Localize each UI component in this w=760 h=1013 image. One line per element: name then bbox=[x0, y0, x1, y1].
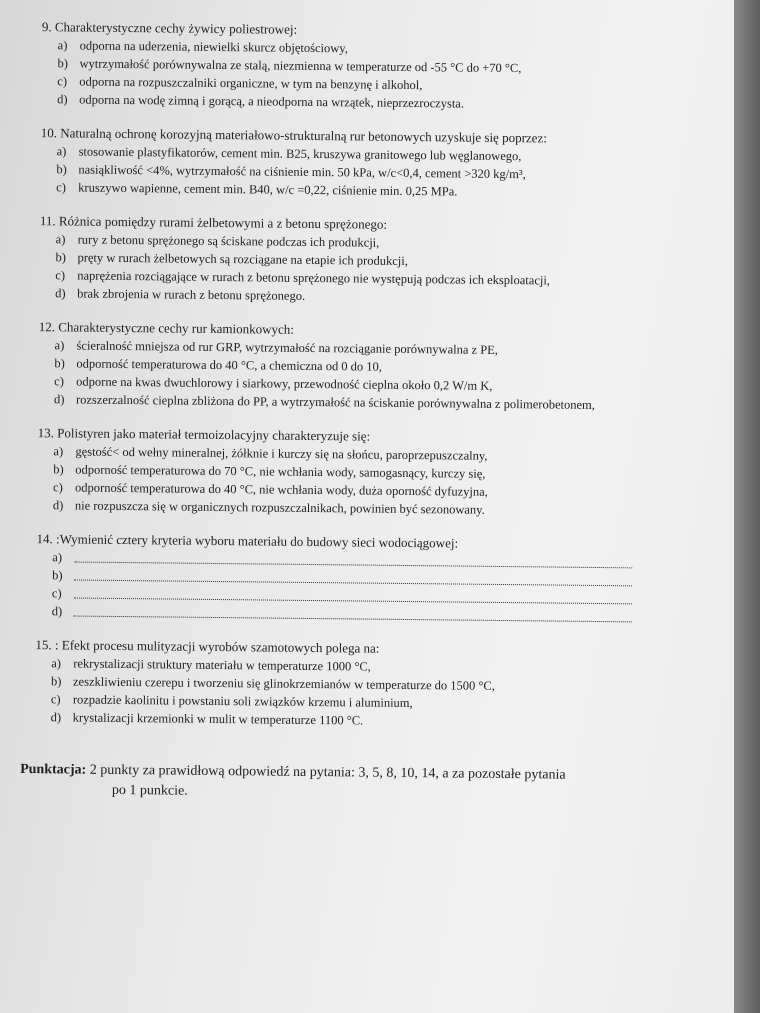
option-letter: b) bbox=[56, 162, 67, 177]
page-edge-shadow bbox=[734, 0, 760, 1013]
question-14-title: 14. :Wymienić cztery kryteria wyboru materiału do budowy sieci wodociągowej: bbox=[36, 531, 459, 551]
option-text: odporność temperaturowa do 40 °C, nie wchłania wody, duża oporność dyfuzyjna, bbox=[75, 480, 488, 499]
option-text: rozszerzalność cieplna zbliżona do PP, a wytrzymałość na ściskanie porównywalna z polimerobetonem, bbox=[75, 392, 595, 412]
option-text: rury z betonu sprężonego są ściskane podczas ich produkcji, bbox=[77, 232, 380, 250]
question bbox=[25, 212, 716, 309]
option-letter: d) bbox=[52, 498, 64, 513]
option-letter: b) bbox=[54, 356, 65, 371]
option-letter: a) bbox=[56, 144, 67, 159]
option-text: nie rozpuszcza się w organicznych rozpuszczalnikach, powinien być sezonowany. bbox=[74, 498, 485, 517]
option-letter: b) bbox=[55, 250, 66, 265]
question-title: 13. Polistyren jako materiał termoizolacyjny charakteryzuje się: bbox=[37, 425, 371, 444]
option-text: stosowanie plastyfikatorów, cement min. B25, kruszywa granitowego lub węglanowego, bbox=[78, 144, 522, 164]
question bbox=[27, 18, 718, 115]
scoring-text: 2 punkty za prawidłową odpowiedź na pytania: 3, 5, 8, 10, 14, a za pozostałe pytania bbox=[86, 762, 566, 783]
option-letter: b) bbox=[50, 674, 62, 689]
scoring-note bbox=[20, 760, 710, 807]
option-letter: a) bbox=[55, 232, 66, 247]
option-text: odporność temperaturowa do 70 °C, nie wchłania wody, samogasnący, kurczy się, bbox=[75, 462, 486, 481]
question bbox=[23, 424, 714, 521]
option-letter: a) bbox=[51, 656, 62, 671]
question bbox=[24, 318, 715, 415]
option-letter: d) bbox=[50, 710, 62, 725]
option-letter: d) bbox=[53, 392, 65, 407]
option-letter: d) bbox=[55, 286, 66, 301]
option-letter: c) bbox=[56, 180, 67, 195]
option-letter: d) bbox=[51, 604, 63, 619]
question bbox=[26, 124, 717, 203]
option-text: odporna na wodę zimną i gorącą, a nieodporna na wrzątek, nieprzezroczysta. bbox=[79, 92, 465, 111]
option-text: rekrystalizacji struktury materiału w temperaturze 1000 °C, bbox=[73, 656, 371, 674]
scoring-text-continued: po 1 punkcie. bbox=[111, 782, 188, 799]
option-letter: d) bbox=[57, 92, 68, 107]
option-letter: a) bbox=[52, 550, 63, 565]
option-text: wytrzymałość porównywalna ze stalą, niezmienna w temperaturze od -55 °C do +70 °C, bbox=[79, 56, 522, 76]
option-letter: c) bbox=[53, 480, 63, 495]
exam-sheet bbox=[20, 18, 718, 807]
option-letter: a) bbox=[57, 38, 68, 53]
option-letter: c) bbox=[54, 374, 64, 389]
option-letter: c) bbox=[55, 268, 66, 283]
option-text: odporna na rozpuszczalniki organiczne, w tym na benzynę i alkohol, bbox=[79, 74, 423, 93]
question-15 bbox=[21, 636, 712, 733]
question-list bbox=[23, 18, 718, 521]
option-letter: b) bbox=[53, 462, 64, 477]
option-text: krystalizacji krzemionki w mulit w temperaturze 1100 °C. bbox=[72, 710, 364, 728]
option-text: brak zbrojenia w rurach z betonu sprężonego. bbox=[77, 286, 306, 303]
option-text: nasiąkliwość <4%, wytrzymałość na ciśnienie min. 50 kPa, w/c<0,4, cement >320 kg/m³, bbox=[78, 162, 526, 182]
option-text: zeszkliwieniu czerepu i tworzeniu się glinokrzemianów w temperaturze do 1500 °C, bbox=[72, 674, 495, 693]
question-title: 10. Naturalną ochronę korozyjną materiałowo-strukturalną rur betonowych uzyskuje się poprzez: bbox=[40, 125, 547, 146]
question-title: 12. Charakterystyczne cechy rur kamionkowych: bbox=[38, 319, 295, 337]
option-letter: c) bbox=[50, 692, 61, 707]
option-text: pręty w rurach żelbetowych są rozciągane na etapie ich produkcji, bbox=[77, 250, 408, 268]
question-title: 9. Charakterystyczne cechy żywicy poliestrowej: bbox=[41, 19, 298, 37]
option-letter: b) bbox=[57, 56, 69, 71]
question-title: 11. Różnica pomiędzy rurami żelbetowymi a z betonu sprężonego: bbox=[39, 213, 388, 232]
option-letter: a) bbox=[53, 444, 64, 459]
option-letter: c) bbox=[57, 74, 68, 89]
question-15-options bbox=[21, 654, 712, 733]
option-text: odporne na kwas dwuchlorowy i siarkowy, przewodność cieplna około 0,2 W/m K, bbox=[76, 374, 493, 393]
option-text: odporna na uderzenia, niewielki skurcz objętościowy, bbox=[79, 38, 348, 56]
question-15-title: 15. : Efekt procesu mulityzacji wyrobów szamotowych polega na: bbox=[35, 637, 380, 656]
option-text: kruszywo wapienne, cement min. B40, w/c =0,22, ciśnienie min. 0,25 MPa. bbox=[78, 180, 458, 199]
option-text: naprężenia rozciągające w rurach z betonu sprężonego nie występują podczas ich eksploatacji, bbox=[77, 268, 551, 288]
option-letter: b) bbox=[52, 568, 63, 583]
answer-lines bbox=[22, 548, 713, 627]
question-14 bbox=[22, 530, 713, 627]
option-letter: a) bbox=[54, 338, 65, 353]
option-text: gęstość< od wełny mineralnej, żółknie i kurczy się na słońcu, paroprzepuszczalny, bbox=[75, 444, 488, 463]
scoring-label: Punktacja: bbox=[20, 761, 87, 778]
option-text: ścieralność mniejsza od rur GRP, wytrzymałość na rozciąganie porównywalna z PE, bbox=[76, 338, 499, 357]
option-letter: c) bbox=[51, 586, 62, 601]
option-text: odporność temperaturowa do 40 °C, a chemiczna od 0 do 10, bbox=[76, 356, 383, 374]
option-text: rozpadzie kaolinitu i powstaniu soli związków krzemu i aluminium, bbox=[72, 692, 413, 711]
